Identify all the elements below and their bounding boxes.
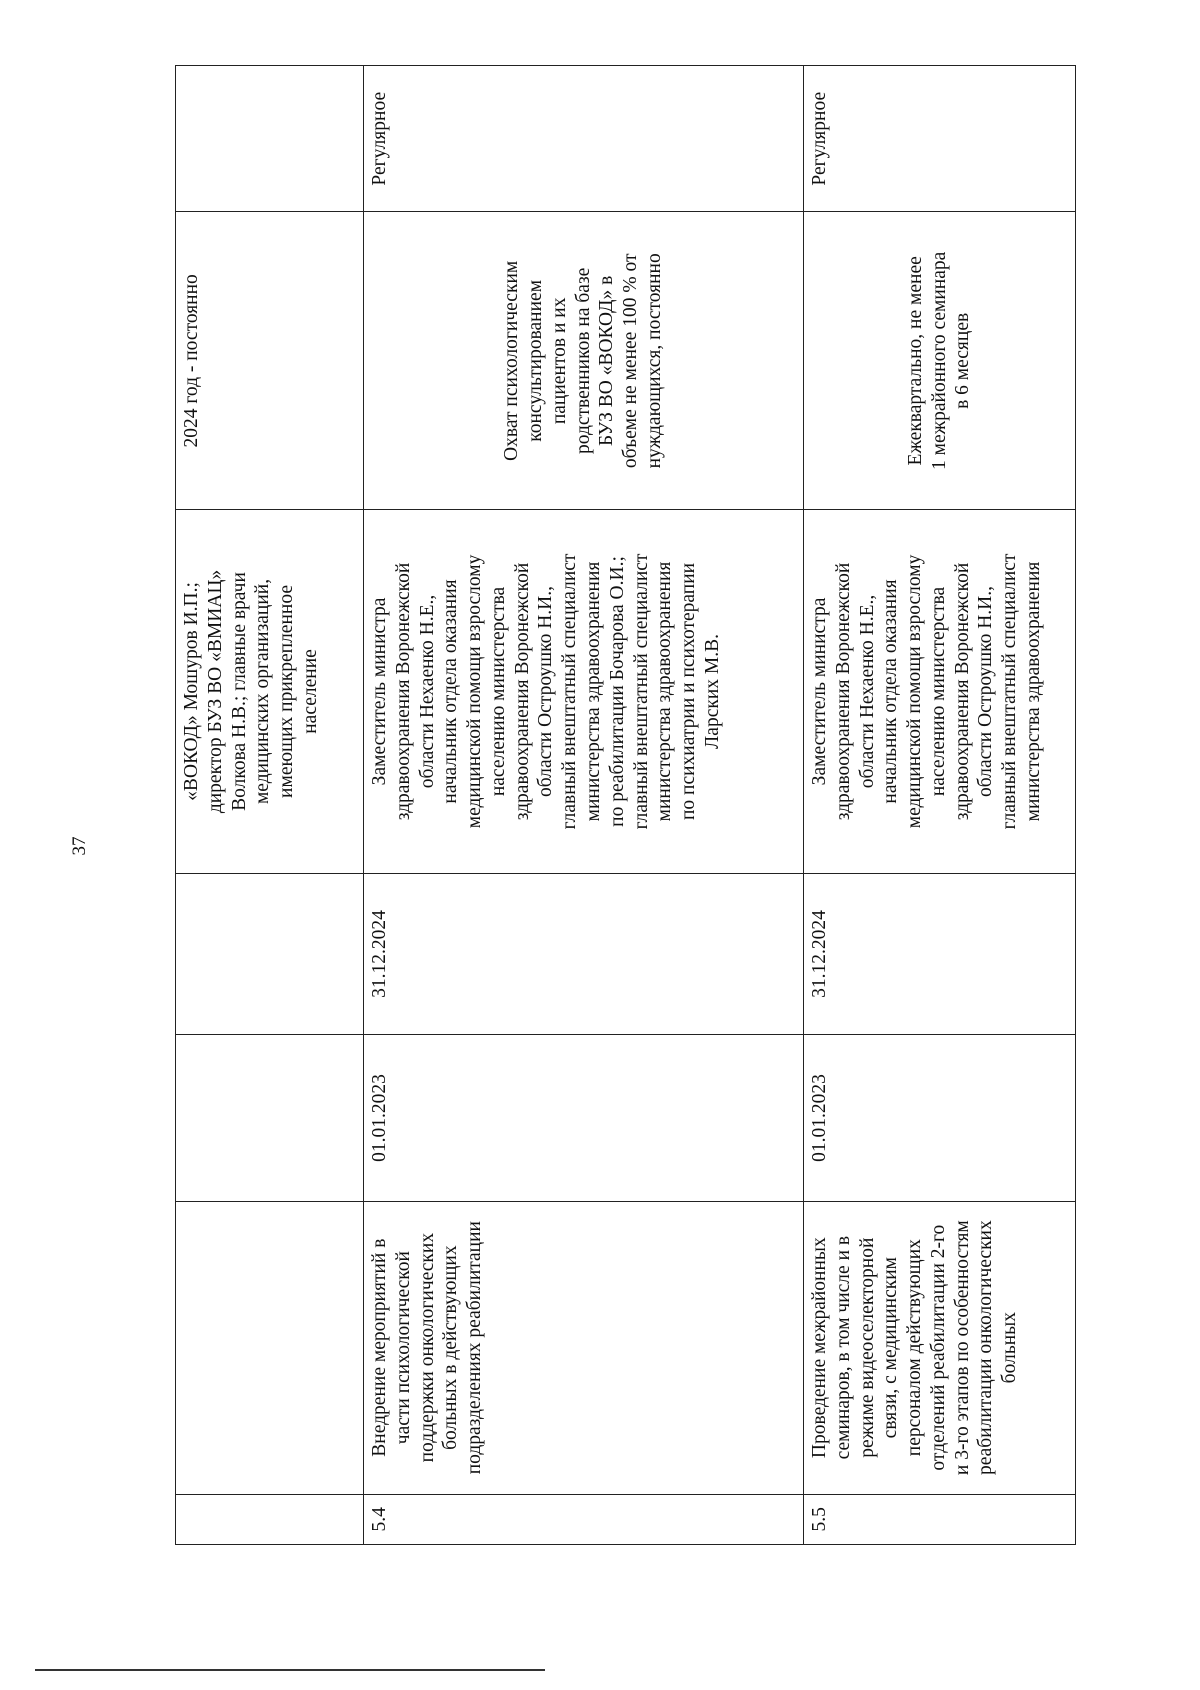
- cell-responsible: Заместитель министра здравоохранения Воронежской области Нехаенко Н.Е., начальник отдела оказания медицинской помощи взрослому населению министерства здравоохранения Воронежской области Остроушко Н.И., главный внештатный специалист министерства здравоохранения: [804, 510, 1076, 873]
- table-row: [804, 66, 1076, 1545]
- cell-start-date: 01.01.2023: [364, 1035, 804, 1202]
- table-row-continuation: [176, 66, 364, 1545]
- cell-number: 5.5: [804, 1494, 1076, 1544]
- cell-activity: Проведение межрайонных семинаров, в том числе и в режиме видеоселекторной связи, с медицинским персоналом действующих отделений реабилитации 2-го и 3-го этапов по особенностям реабилитации онкологических больных: [804, 1201, 1076, 1494]
- page-number: 37: [69, 836, 90, 856]
- cell-result: Ежеквартально, не менее 1 межрайонного семинара в 6 месяцев: [804, 212, 1076, 510]
- cell-result: Охват психологическим консультированием пациентов и их родственников на базе БУЗ ВО «ВОКОД» в объеме не менее 100 % от нуждающихся, постоянно: [364, 212, 804, 510]
- cell-periodicity: [176, 66, 364, 212]
- scan-edge-line: [35, 1669, 545, 1671]
- table-row: [364, 66, 804, 1545]
- cell-start-date: 01.01.2023: [804, 1035, 1076, 1202]
- cell-end-date: [176, 873, 364, 1035]
- cell-periodicity: Регулярное: [804, 66, 1076, 212]
- cell-number: 5.4: [364, 1494, 804, 1544]
- cell-activity: Внедрение мероприятий в части психологической поддержки онкологических больных в действующих подразделениях реабилитации: [364, 1201, 804, 1494]
- cell-start-date: [176, 1035, 364, 1202]
- cell-periodicity: Регулярное: [364, 66, 804, 212]
- cell-result: 2024 год - постоянно: [176, 212, 364, 510]
- cell-responsible: Заместитель министра здравоохранения Воронежской области Нехаенко Н.Е., начальник отдела оказания медицинской помощи взрослому населению министерства здравоохранения Воронежской области Остроушко Н.И., главный внештатный специалист министерства здравоохранения по реабилитации Бочарова О.И.; главный внештатный специалист министерства здравоохранения по психиатрии и психотерапии Ларских М.В.: [364, 510, 804, 873]
- cell-responsible: «ВОКОД» Мошуров И.П.; директор БУЗ ВО «ВМИАЦ» Волкова Н.В.; главные врачи медицинских организаций, имеющих прикрепленное население: [176, 510, 364, 873]
- cell-activity: [176, 1201, 364, 1494]
- cell-end-date: 31.12.2024: [804, 873, 1076, 1035]
- cell-number: [176, 1494, 364, 1544]
- cell-end-date: 31.12.2024: [364, 873, 804, 1035]
- plan-table: [175, 65, 1076, 1545]
